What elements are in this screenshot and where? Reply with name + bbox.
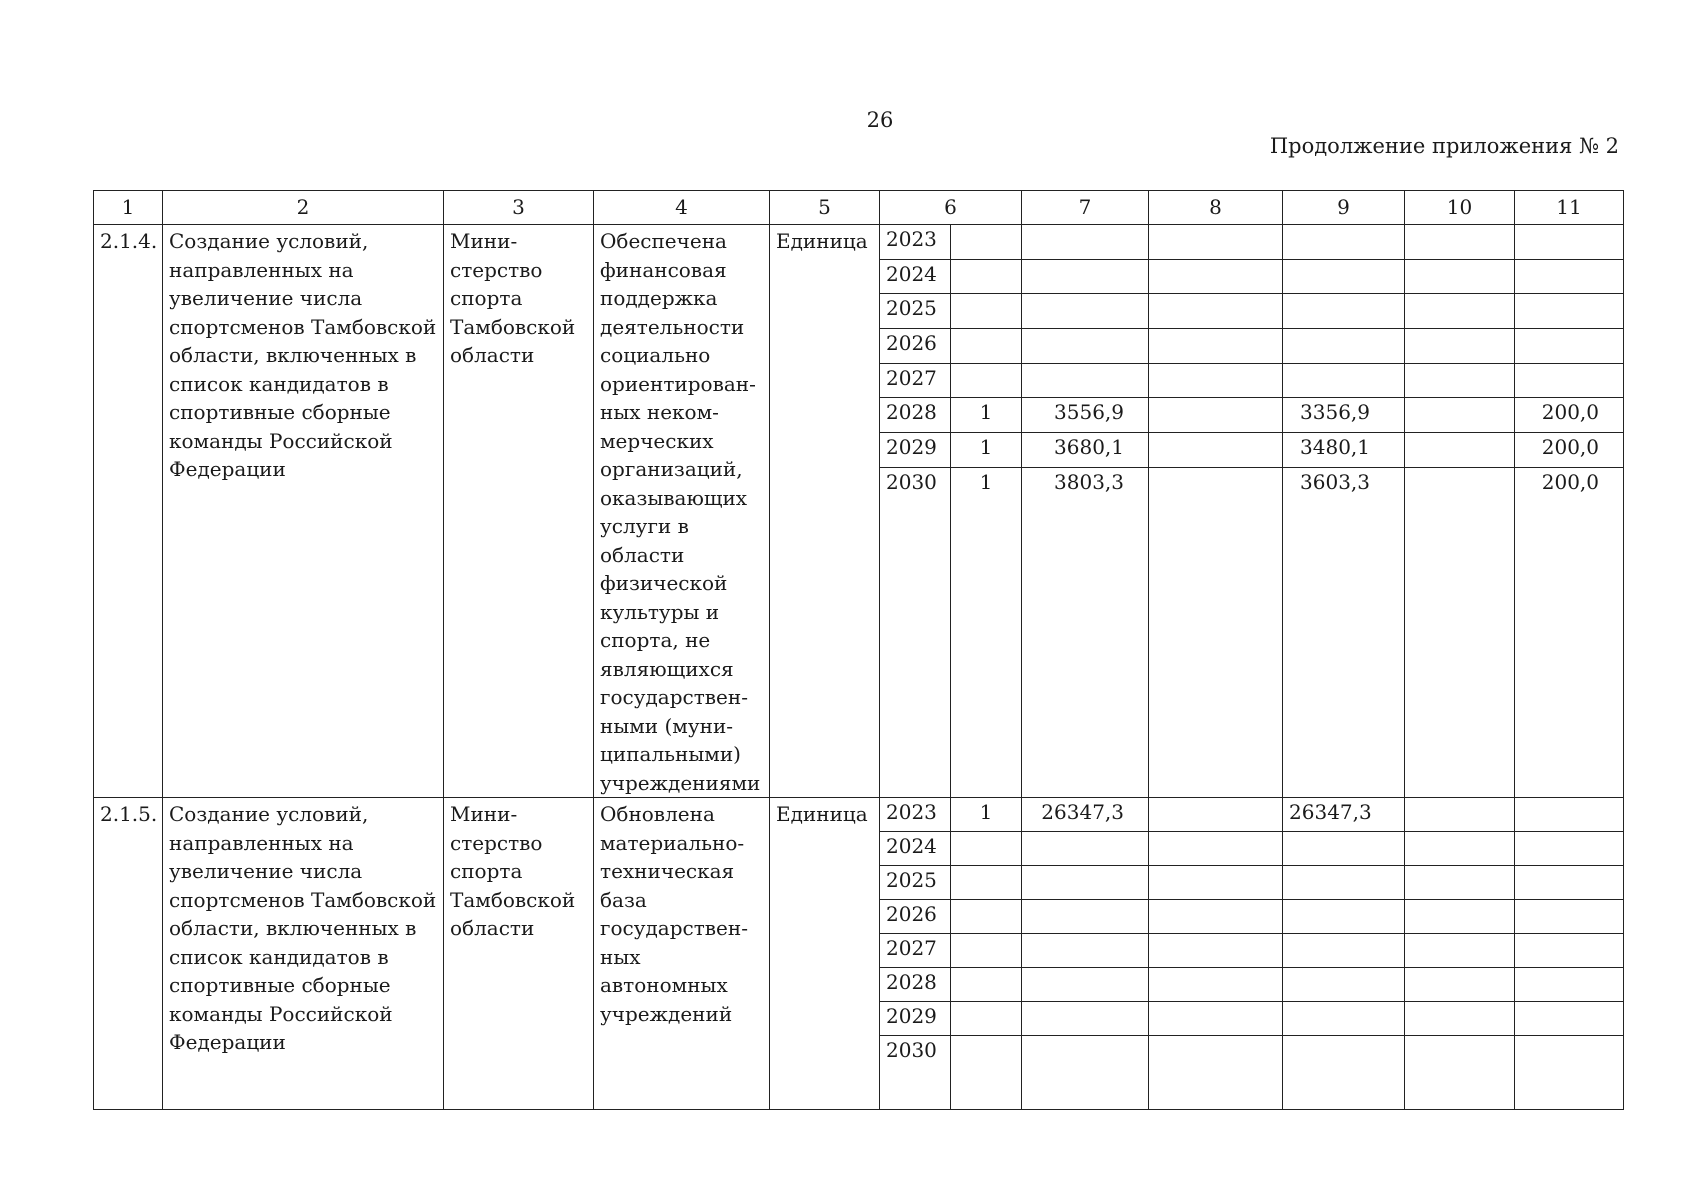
local-budget (1405, 225, 1515, 260)
page-number: 26 (866, 108, 894, 132)
total-funding: 26347,3 (1022, 798, 1149, 832)
unit-of-measure: Единица (770, 798, 880, 1110)
item-code: 2.1.5. (94, 798, 163, 1110)
indicator-value (951, 328, 1022, 363)
indicator-value: 1 (951, 398, 1022, 433)
extrabudgetary (1515, 328, 1624, 363)
total-funding: 3556,9 (1022, 398, 1149, 433)
local-budget (1405, 328, 1515, 363)
indicator-value (951, 832, 1022, 866)
extrabudgetary (1515, 934, 1624, 968)
year-cell: 2030 (880, 467, 951, 797)
executor: Мини-стерство спорта Тамбовской области (444, 225, 594, 798)
year-cell: 2026 (880, 328, 951, 363)
regional-budget: 3480,1 (1283, 432, 1405, 467)
extrabudgetary (1515, 225, 1624, 260)
total-funding (1022, 866, 1149, 900)
indicator-value: 1 (951, 798, 1022, 832)
federal-budget (1149, 1036, 1283, 1110)
federal-budget (1149, 900, 1283, 934)
extrabudgetary (1515, 798, 1624, 832)
regional-budget (1283, 1002, 1405, 1036)
table-row (94, 225, 1624, 260)
local-budget (1405, 432, 1515, 467)
indicator-value (951, 363, 1022, 398)
regional-budget (1283, 832, 1405, 866)
indicator-value (951, 225, 1022, 260)
total-funding (1022, 225, 1149, 260)
regional-budget: 26347,3 (1283, 798, 1405, 832)
extrabudgetary (1515, 900, 1624, 934)
total-funding: 3803,3 (1022, 467, 1149, 797)
total-funding (1022, 259, 1149, 294)
local-budget (1405, 294, 1515, 329)
regional-budget (1283, 259, 1405, 294)
extrabudgetary (1515, 866, 1624, 900)
local-budget (1405, 259, 1515, 294)
extrabudgetary (1515, 1036, 1624, 1110)
header-row (94, 191, 1624, 225)
indicator-value (951, 900, 1022, 934)
local-budget (1405, 467, 1515, 797)
header-cell: 2 (163, 191, 444, 225)
federal-budget (1149, 363, 1283, 398)
year-cell: 2027 (880, 934, 951, 968)
federal-budget (1149, 398, 1283, 433)
total-funding (1022, 968, 1149, 1002)
header-cell: 4 (594, 191, 770, 225)
regional-budget: 3603,3 (1283, 467, 1405, 797)
regional-budget (1283, 363, 1405, 398)
federal-budget (1149, 798, 1283, 832)
header-cell: 9 (1283, 191, 1405, 225)
year-cell: 2025 (880, 866, 951, 900)
item-code: 2.1.4. (94, 225, 163, 798)
federal-budget (1149, 832, 1283, 866)
expected-result: Обеспечена финансовая поддержка деятельности социально ориентирован-ных неком-мерческих организаций, оказывающих услуги в области физической культуры и спорта, не являющихся государствен-ными (муни-ципальными) учреждениями (594, 225, 770, 798)
local-budget (1405, 398, 1515, 433)
continuation-label: Продолжение приложения № 2 (1269, 134, 1619, 158)
header-cell: 7 (1022, 191, 1149, 225)
year-cell: 2024 (880, 832, 951, 866)
year-cell: 2029 (880, 432, 951, 467)
year-cell: 2028 (880, 968, 951, 1002)
year-cell: 2030 (880, 1036, 951, 1110)
indicator-value: 1 (951, 467, 1022, 797)
federal-budget (1149, 294, 1283, 329)
federal-budget (1149, 1002, 1283, 1036)
year-cell: 2029 (880, 1002, 951, 1036)
regional-budget (1283, 968, 1405, 1002)
federal-budget (1149, 432, 1283, 467)
local-budget (1405, 1002, 1515, 1036)
federal-budget (1149, 328, 1283, 363)
header-cell: 3 (444, 191, 594, 225)
local-budget (1405, 900, 1515, 934)
total-funding (1022, 363, 1149, 398)
program-table (93, 190, 1624, 1110)
federal-budget (1149, 467, 1283, 797)
indicator-value (951, 294, 1022, 329)
regional-budget (1283, 328, 1405, 363)
indicator-value (951, 968, 1022, 1002)
extrabudgetary (1515, 363, 1624, 398)
total-funding (1022, 900, 1149, 934)
extrabudgetary (1515, 294, 1624, 329)
local-budget (1405, 1036, 1515, 1110)
regional-budget (1283, 900, 1405, 934)
total-funding (1022, 328, 1149, 363)
total-funding (1022, 1002, 1149, 1036)
federal-budget (1149, 225, 1283, 260)
regional-budget (1283, 294, 1405, 329)
indicator-value (951, 866, 1022, 900)
federal-budget (1149, 866, 1283, 900)
year-cell: 2023 (880, 225, 951, 260)
federal-budget (1149, 968, 1283, 1002)
indicator-value: 1 (951, 432, 1022, 467)
extrabudgetary (1515, 259, 1624, 294)
extrabudgetary: 200,0 (1515, 432, 1624, 467)
extrabudgetary: 200,0 (1515, 467, 1624, 797)
indicator-value (951, 259, 1022, 294)
total-funding (1022, 1036, 1149, 1110)
header-cell: 8 (1149, 191, 1283, 225)
year-cell: 2024 (880, 259, 951, 294)
regional-budget (1283, 1036, 1405, 1110)
indicator-value (951, 1036, 1022, 1110)
header-cell: 10 (1405, 191, 1515, 225)
regional-budget (1283, 225, 1405, 260)
local-budget (1405, 866, 1515, 900)
local-budget (1405, 363, 1515, 398)
measure-name: Создание условий, направленных на увеличение числа спортсменов Тамбовской области, включенных в список кандидатов в спортивные сборные команды Российской Федерации (163, 798, 444, 1110)
extrabudgetary (1515, 968, 1624, 1002)
total-funding (1022, 934, 1149, 968)
header-cell: 11 (1515, 191, 1624, 225)
regional-budget: 3356,9 (1283, 398, 1405, 433)
measure-name: Создание условий, направленных на увеличение числа спортсменов Тамбовской области, включенных в список кандидатов в спортивные сборные команды Российской Федерации (163, 225, 444, 798)
total-funding: 3680,1 (1022, 432, 1149, 467)
year-cell: 2023 (880, 798, 951, 832)
executor: Мини-стерство спорта Тамбовской области (444, 798, 594, 1110)
extrabudgetary (1515, 1002, 1624, 1036)
extrabudgetary (1515, 832, 1624, 866)
federal-budget (1149, 259, 1283, 294)
indicator-value (951, 934, 1022, 968)
expected-result: Обновлена материально-техническая база государствен-ных автономных учреждений (594, 798, 770, 1110)
unit-of-measure: Единица (770, 225, 880, 798)
indicator-value (951, 1002, 1022, 1036)
local-budget (1405, 832, 1515, 866)
local-budget (1405, 968, 1515, 1002)
regional-budget (1283, 866, 1405, 900)
year-cell: 2028 (880, 398, 951, 433)
year-cell: 2027 (880, 363, 951, 398)
header-cell: 1 (94, 191, 163, 225)
extrabudgetary: 200,0 (1515, 398, 1624, 433)
local-budget (1405, 934, 1515, 968)
header-cell: 5 (770, 191, 880, 225)
local-budget (1405, 798, 1515, 832)
header-cell: 6 (880, 191, 1022, 225)
total-funding (1022, 832, 1149, 866)
regional-budget (1283, 934, 1405, 968)
total-funding (1022, 294, 1149, 329)
year-cell: 2026 (880, 900, 951, 934)
year-cell: 2025 (880, 294, 951, 329)
federal-budget (1149, 934, 1283, 968)
table-row (94, 798, 1624, 832)
